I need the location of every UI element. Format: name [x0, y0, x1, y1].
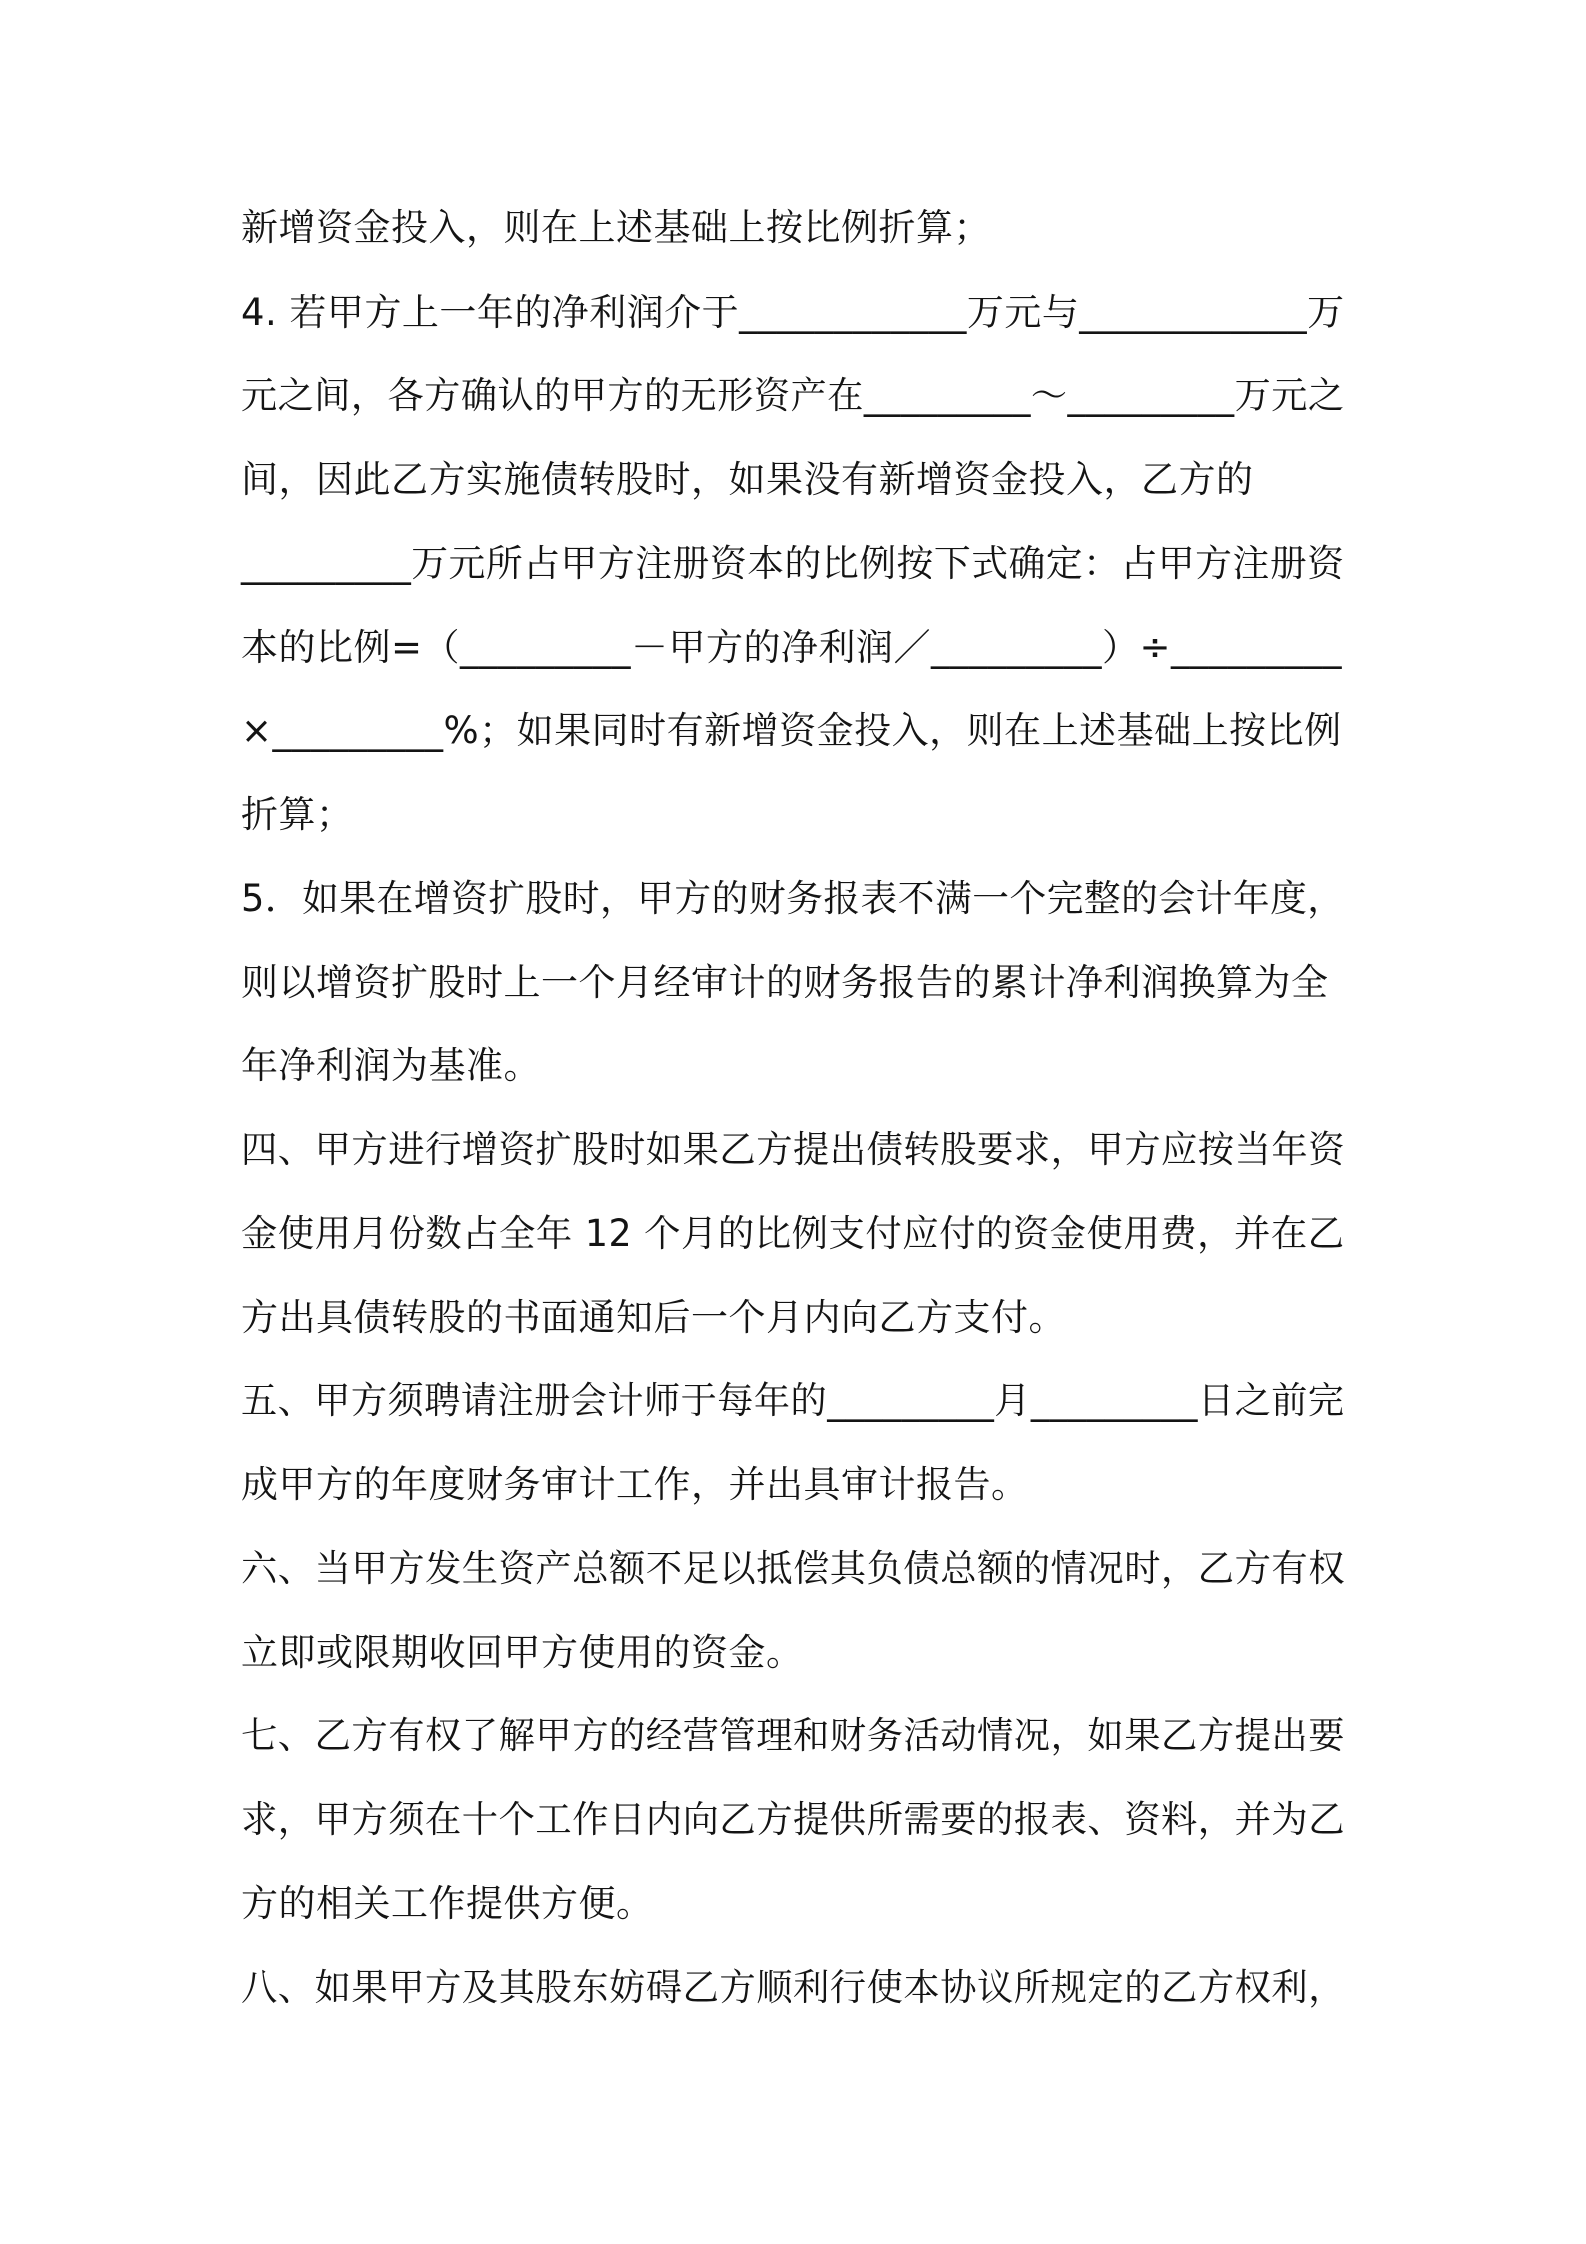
text-line: 六、当甲方发生资产总额不足以抵偿其负债总额的情况时，乙方有权 [241, 1547, 1345, 1590]
text-line: 则以增资扩股时上一个月经审计的财务报告的累计净利润换算为全 [241, 961, 1329, 1004]
text-line: 立即或限期收回甲方使用的资金。 [241, 1631, 804, 1674]
text-line: 间，因此乙方实施债转股时，如果没有新增资金投入，乙方的 [241, 458, 1254, 501]
text-line: 5．如果在增资扩股时，甲方的财务报表不满一个完整的会计年度， [241, 877, 1345, 920]
text-line: 年净利润为基准。 [241, 1044, 541, 1087]
text-line: 四、甲方进行增资扩股时如果乙方提出债转股要求，甲方应按当年资 [241, 1128, 1345, 1171]
text-line: _________万元所占甲方注册资本的比例按下式确定：占甲方注册资 [241, 542, 1345, 585]
text-line: 七、乙方有权了解甲方的经营管理和财务活动情况，如果乙方提出要 [241, 1714, 1345, 1757]
text-line: 八、如果甲方及其股东妨碍乙方顺利行使本协议所规定的乙方权利， [241, 1966, 1345, 2009]
text-line: 4. 若甲方上一年的净利润介于____________万元与____________万 [241, 291, 1345, 334]
text-line: 五、甲方须聘请注册会计师于每年的_________月_________日之前完 [241, 1379, 1345, 1422]
text-line: 成甲方的年度财务审计工作，并出具审计报告。 [241, 1463, 1029, 1506]
text-line: 元之间，各方确认的甲方的无形资产在_________～_________万元之 [241, 374, 1345, 417]
text-line: 方的相关工作提供方便。 [241, 1882, 654, 1925]
text-line: 方出具债转股的书面通知后一个月内向乙方支付。 [241, 1296, 1066, 1339]
text-line: 本的比例=（_________－甲方的净利润／_________）÷_________ [241, 626, 1343, 669]
text-line: 折算； [241, 793, 354, 836]
text-line: 求，甲方须在十个工作日内向乙方提供所需要的报表、资料，并为乙 [241, 1798, 1345, 1841]
text-line: 新增资金投入，则在上述基础上按比例折算； [241, 206, 991, 249]
text-line: ×_________%；如果同时有新增资金投入，则在上述基础上按比例 [241, 709, 1342, 752]
text-line: 金使用月份数占全年 12 个月的比例支付应付的资金使用费，并在乙 [241, 1212, 1345, 1255]
